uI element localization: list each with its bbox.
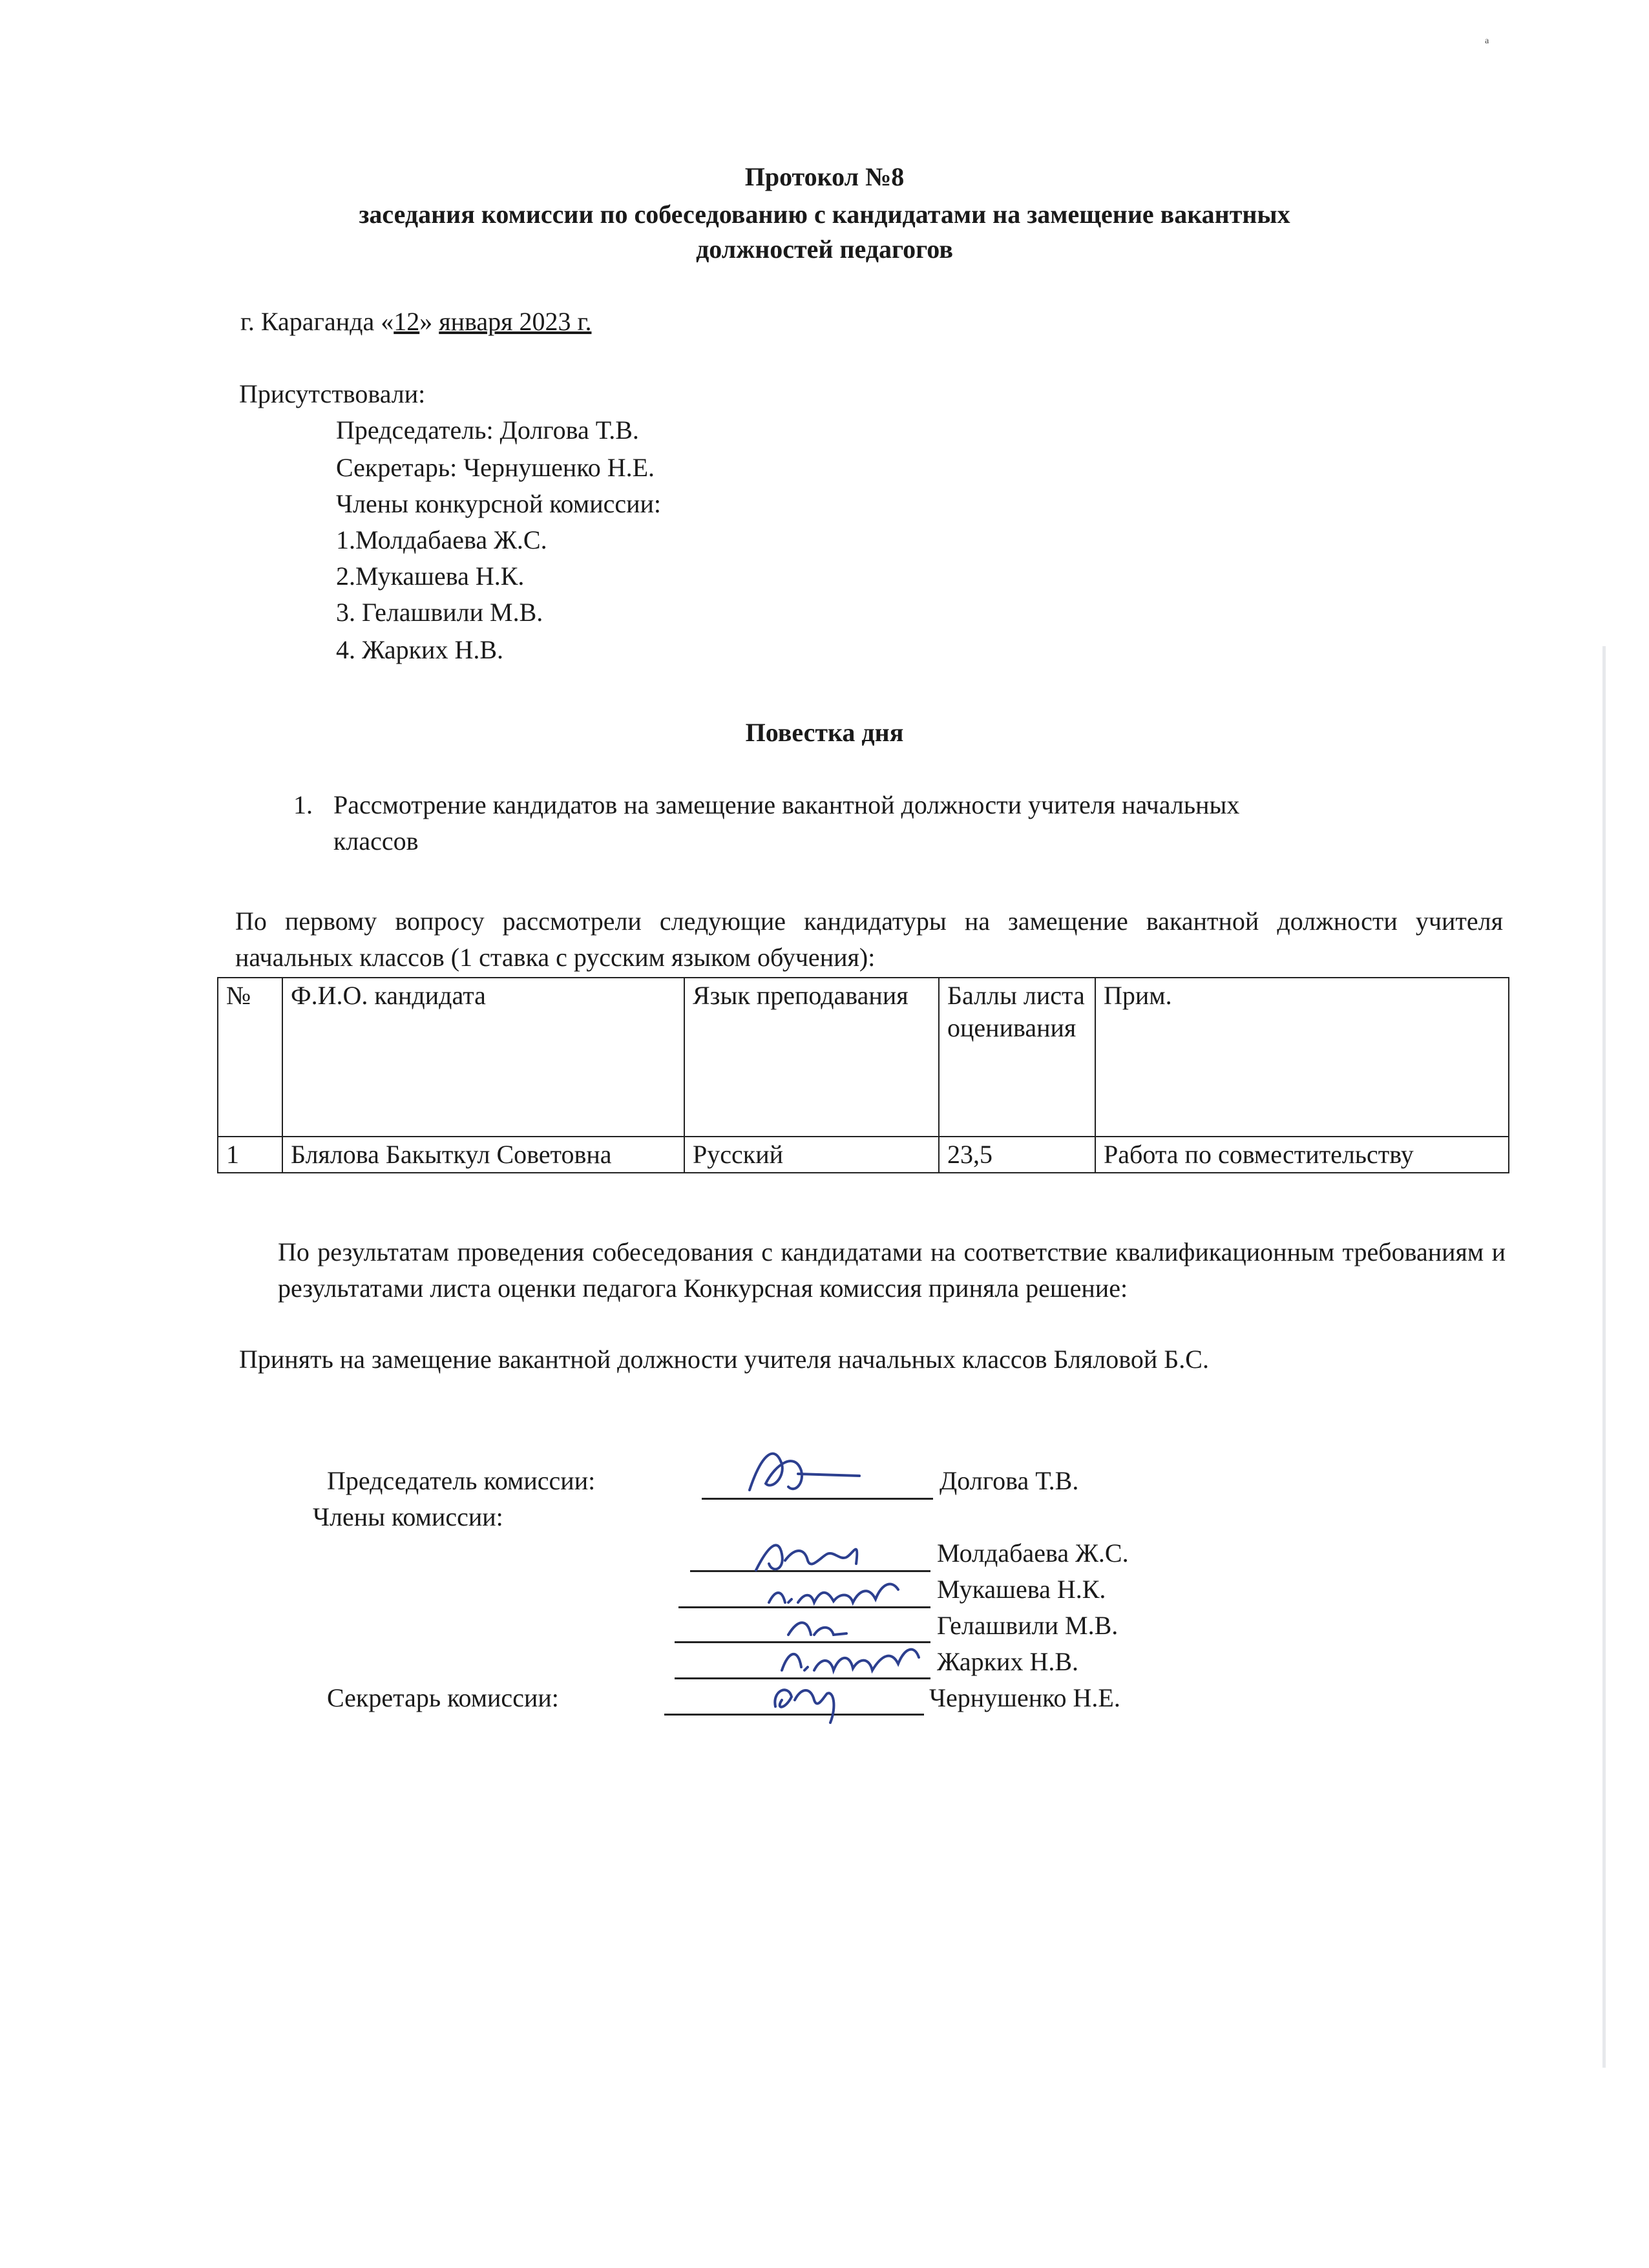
date-month-year: января 2023 г. [439,307,592,336]
protocol-title: Протокол №8 [744,162,905,191]
signature-chair-name: Долгова Т.В. [940,1466,1079,1495]
scan-corner-mark: а [1485,36,1489,46]
decision-resolution: Принять на замещение вакантной должности учителя начальных классов Бляловой Б.С. [239,1345,1209,1374]
table-cell-number: 1 [218,1137,282,1173]
signature-member-4-name: Жарких Н.В. [937,1647,1079,1676]
agenda-heading: Повестка дня [745,718,904,747]
table-header-language: Язык преподавания [684,978,939,1137]
secretary-signature-image [762,1671,853,1729]
location-date [240,306,591,337]
attendance-chair: Председатель: Долгова Т.В. [336,415,639,445]
first-question-paragraph: По первому вопросу рассмотрели следующие кандидатуры на замещение вакантной должности учителя начальных классов (1 ставка с русским языком обучения): [235,907,1503,972]
table-cell-language: Русский [684,1137,939,1173]
signature-secretary-name: Чернушенко Н.Е. [929,1683,1120,1712]
protocol-subtitle-line1: заседания комиссии по собеседованию с кандидатами на замещение вакантных [359,200,1290,229]
agenda-item-line1: Рассмотрение кандидатов на замещение вакантной должности учителя начальных [333,790,1240,819]
table-cell-name: Блялова Бакыткул Советовна [282,1137,684,1173]
table-header-name: Ф.И.О. кандидата [282,978,684,1137]
signature-member-3-name: Гелашвили М.В. [937,1611,1119,1640]
attendance-member-2: 2.Мукашева Н.К. [336,562,525,591]
table-header-row [218,978,1509,1137]
signature-member-2-name: Мукашева Н.К. [937,1575,1106,1604]
date-day: 12 [394,307,420,336]
attendance-member-4: 4. Жарких Н.В. [336,635,504,664]
table-header-score: Баллы листа оценивания [939,978,1095,1137]
date-separator: » [419,307,439,336]
table-cell-score: 23,5 [939,1137,1095,1173]
attendance-secretary: Секретарь: Чернушенко Н.Е. [336,453,655,482]
agenda-item-number: 1. [293,790,313,819]
scan-edge-noise [1602,646,1606,2068]
decision-paragraph: По результатам проведения собеседования с кандидатами на соответствие квалификационным требованиям и результатами листа оценки педагога Конкурсная комиссия приняла решение: [278,1237,1506,1303]
attendance-heading: Присутствовали: [239,379,426,408]
table-row [218,1137,1509,1173]
location-prefix: г. Караганда « [240,307,394,336]
attendance-member-1: 1.Молдабаева Ж.С. [336,525,547,554]
signature-secretary-label: Секретарь комиссии: [327,1683,559,1712]
table-header-number: № [218,978,282,1137]
protocol-subtitle-line2: должностей педагогов [696,235,953,264]
candidates-table [217,977,1509,1173]
table-header-note: Прим. [1095,978,1509,1137]
chair-signature-image [737,1438,866,1509]
agenda-item-line2: классов [333,826,419,856]
signature-chair-label: Председатель комиссии: [327,1466,596,1495]
attendance-members-heading: Члены конкурсной комиссии: [336,489,662,518]
signature-members-label: Члены комиссии: [313,1502,503,1531]
signature-member-1-name: Молдабаева Ж.С. [937,1538,1129,1568]
attendance-member-3: 3. Гелашвили М.В. [336,598,543,627]
table-cell-note: Работа по совместительству [1095,1137,1509,1173]
